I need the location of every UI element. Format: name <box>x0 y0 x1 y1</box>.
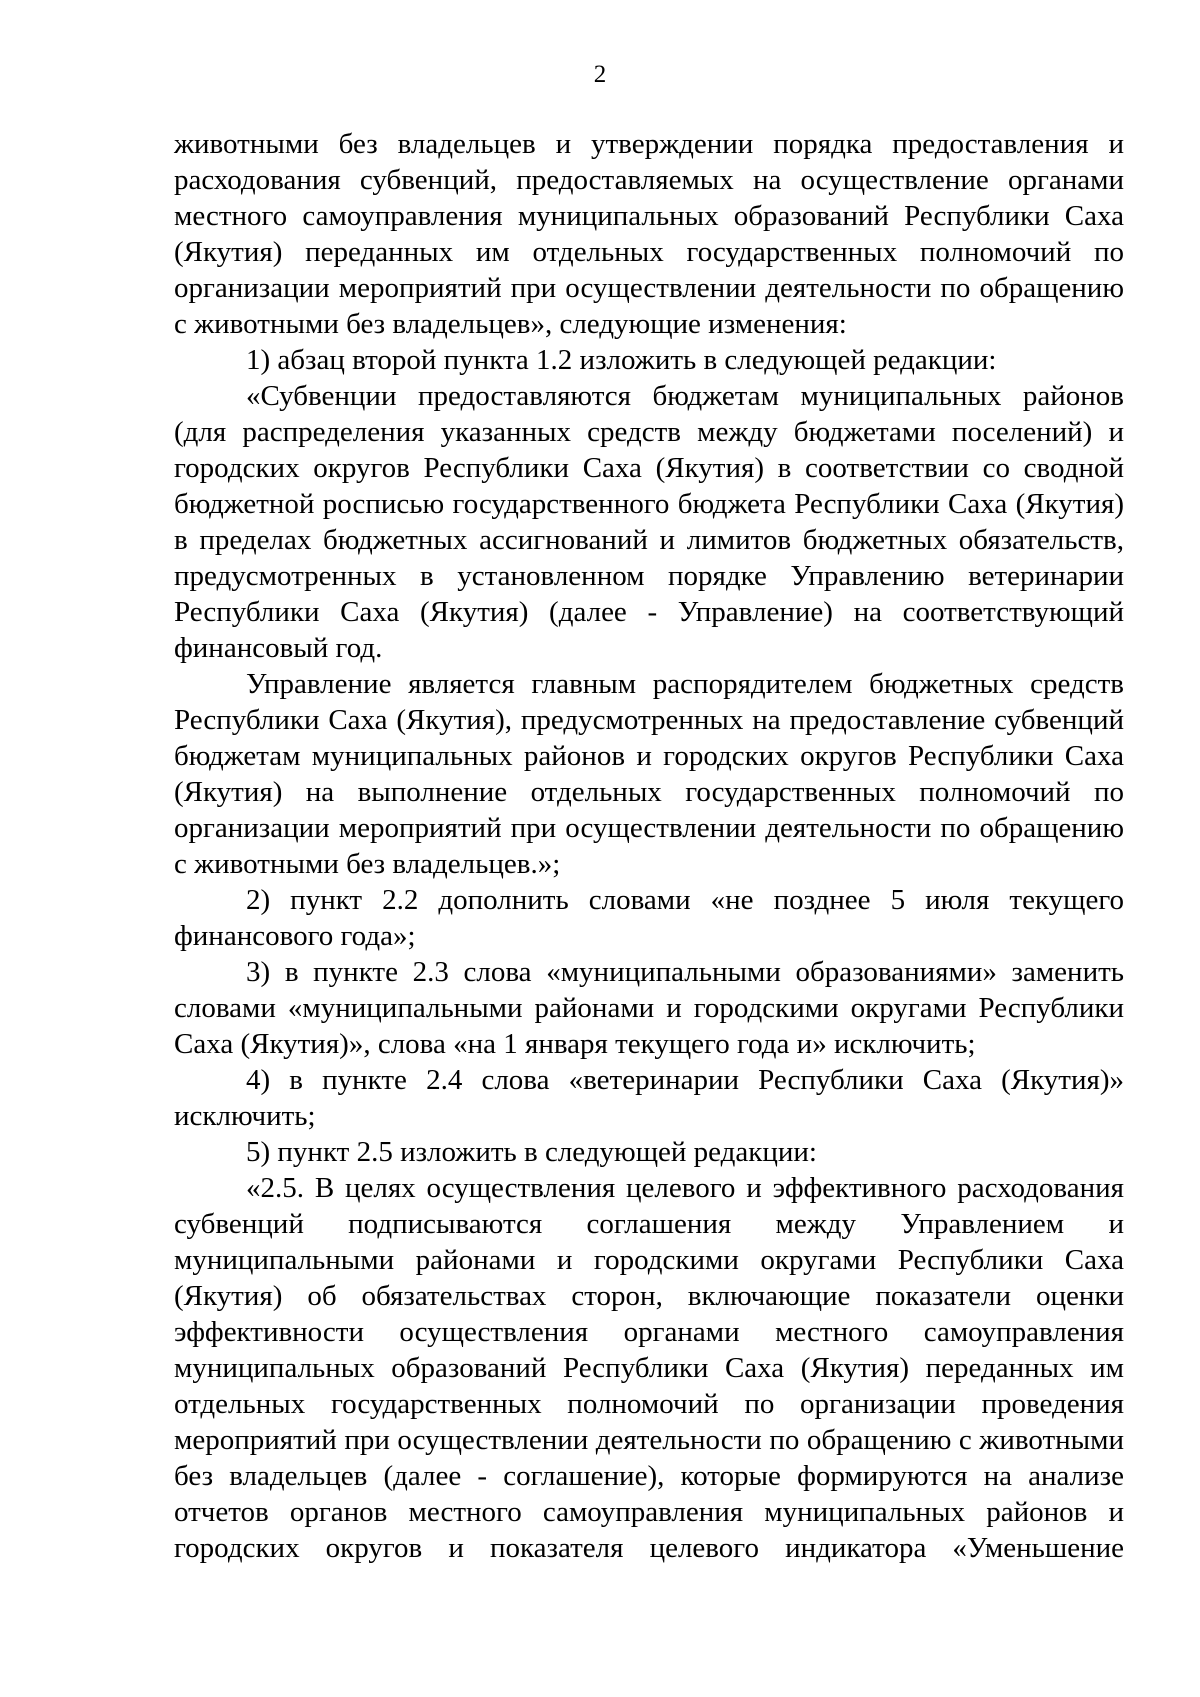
paragraph-management: Управление является главным распорядителем бюджетных средств Республики Саха (Якутия), предусмотренных на предоставление субвенций бюджетам муниципальных районов и городских округов Республики Саха (Якутия) на выполнение отдельных государственных полномочий по организации мероприятий при осуществлении деятельности по обращению с животными без владельцев.»; <box>174 668 1124 880</box>
paragraph-clause-2-5: «2.5. В целях осуществления целевого и эффективного расходования субвенций подписываются соглашения между Управлением и муниципальными районами и городскими округами Республики Саха (Якутия) об обязательствах сторон, включающие показатели оценки эффективности осуществления органами местного самоуправления муниципальных образований Республики Саха (Якутия) переданных им отдельных государственных полномочий по организации проведения мероприятий при осуществлении деятельности по обращению с животными без владельцев (далее - соглашение), которые формируются на анализе отчетов органов местного самоуправления муниципальных районов и городских округов и показателя целевого индикатора «Уменьшение <box>174 1172 1124 1564</box>
paragraph-item-1: 1) абзац второй пункта 1.2 изложить в следующей редакции: <box>246 344 997 376</box>
paragraph-continuation: животными без владельцев и утверждении порядка предоставления и расходования субвенций, предоставляемых на осуществление органами местного самоуправления муниципальных образований Республики Саха (Якутия) переданных им отдельных государственных полномочий по организации мероприятий при осуществлении деятельности по обращению с животными без владельцев», следующие изменения: <box>174 128 1124 340</box>
paragraph-item-5: 5) пункт 2.5 изложить в следующей редакции: <box>246 1136 817 1168</box>
paragraph-item-3: 3) в пункте 2.3 слова «муниципальными образованиями» заменить словами «муниципальными районами и городскими округами Республики Саха (Якутия)», слова «на 1 января текущего года и» исключить; <box>174 956 1124 1060</box>
paragraph-item-2: 2) пункт 2.2 дополнить словами «не позднее 5 июля текущего финансового года»; <box>174 884 1124 952</box>
page-number: 2 <box>593 61 607 88</box>
paragraph-quote-subventions: «Субвенции предоставляются бюджетам муниципальных районов (для распределения указанных средств между бюджетами поселений) и городских округов Республики Саха (Якутия) в соответствии со сводной бюджетной росписью государственного бюджета Республики Саха (Якутия) в пределах бюджетных ассигнований и лимитов бюджетных обязательств, предусмотренных в установленном порядке Управлению ветеринарии Республики Саха (Якутия) (далее - Управление) на соответствующий финансовый год. <box>174 380 1124 664</box>
paragraph-item-4: 4) в пункте 2.4 слова «ветеринарии Республики Саха (Якутия)» исключить; <box>174 1064 1124 1132</box>
document-body <box>174 126 1124 1566</box>
